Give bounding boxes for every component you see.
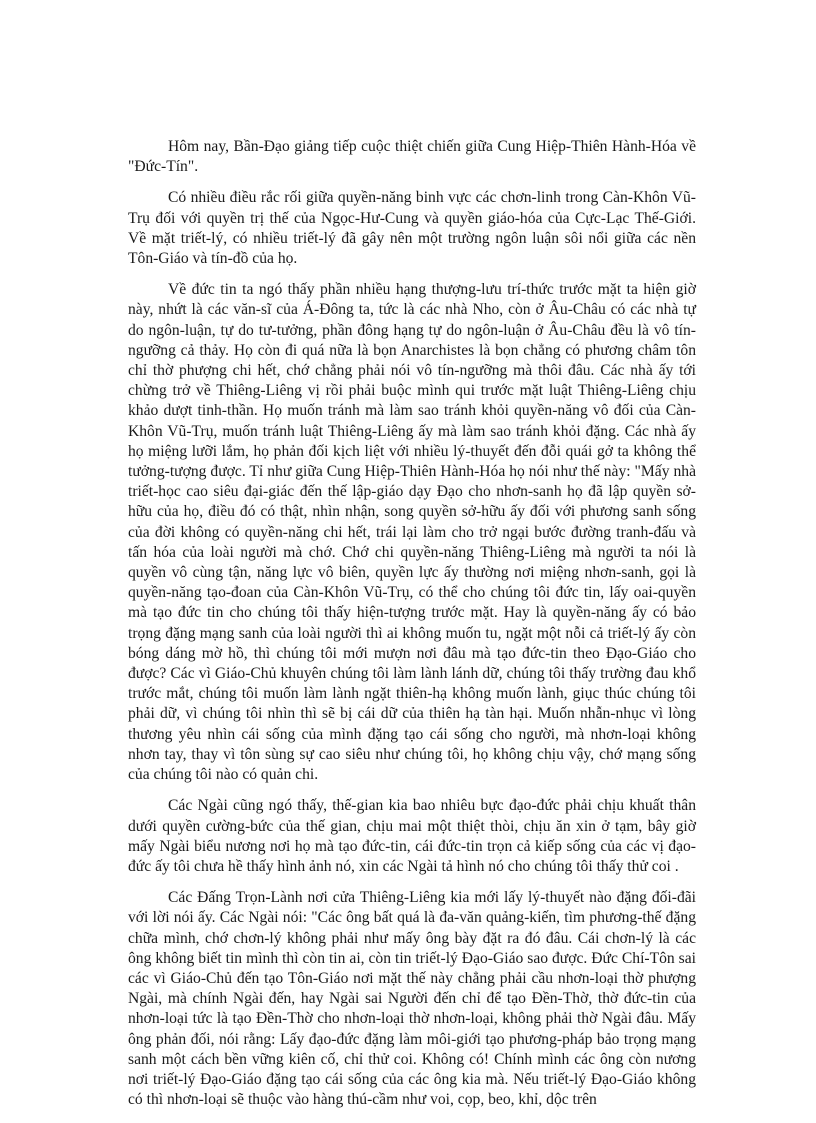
- paragraph-2: Có nhiều điều rắc rối giữa quyền-năng binh vực các chơn-linh trong Càn-Khôn Vũ-Trụ đối với quyền trị thế của Ngọc-Hư-Cung và quyền giáo-hóa của Cực-Lạc Thế-Giới. Về mặt triết-lý, có nhiều triết-lý đã gây nên một trường ngôn luận sôi nổi giữa các nền Tôn-Giáo và tín-đồ của họ.: [128, 189, 696, 268]
- paragraph-3: Về đức tin ta ngó thấy phần nhiều hạng thượng-lưu trí-thức trước mặt ta hiện giờ này, nhứt là các văn-sĩ của Á-Đông ta, tức là các nhà Nho, còn ở Âu-Châu có các nhà tự do ngôn-luận, tự do tư-tưởng, phần đông hạng tự do ngôn-luận ở Âu-Châu đều là vô tín-ngưỡng cả thảy. Họ còn đi quá nữa là bọn Anarchistes là bọn chẳng có phương châm tôn chỉ thờ phượng chi hết, chớ chẳng phải nói vô tín-ngưỡng mà thôi đâu. Các nhà ấy tới chừng trở về Thiêng-Liêng vị rồi phải buộc mình qui trước mặt luật Thiêng-Liêng chịu khảo dượt tinh-thần. Họ muốn tránh mà làm sao tránh khỏi quyền-năng vô đối của Càn-Khôn Vũ-Trụ, muốn tránh luật Thiêng-Liêng ấy mà làm sao tránh khỏi đặng. Các nhà ấy họ miệng lưỡi lắm, họ phản đối kịch liệt với nhiều lý-thuyết đến đỗi quái gở ta không thể tưởng-tượng được. Tỉ như giữa Cung Hiệp-Thiên Hành-Hóa họ nói như thế này: "Mấy nhà triết-học cao siêu đại-giác đến thế lập-giáo dạy Đạo cho nhơn-sanh họ đã lập quyền sở-hữu của họ, điều đó có thật, nhìn nhận, song quyền sở-hữu ấy đối với phương sanh sống của đời không có quyền-năng chi hết, trái lại làm cho trở ngại bước đường tranh-đấu và tấn hóa của loài người mà chớ. Chớ chi quyền-năng Thiêng-Liêng mà người ta nói là quyền vô cùng tận, năng lực vô biên, quyền lực ấy thường nơi miệng nhơn-sanh, gọi là quyền-năng tạo-đoan của Càn-Khôn Vũ-Trụ, có thể cho chúng tôi đức tin, lấy oai-quyền mà tạo đức tin cho chúng tôi thấy hiện-tượng trước mặt. Hay là quyền-năng ấy có bảo trọng đặng mạng sanh của loài người thì ai không muốn tu, ngặt một nỗi cả triết-lý ấy còn bóng dáng mờ hồ, thì chúng tôi mới mượn nơi đâu mà tạo đức-tin theo Đạo-Giáo cho được? Các vì Giáo-Chủ khuyên chúng tôi làm lành lánh dữ, chúng tôi thấy trường đau khổ trước mắt, chúng tôi muốn làm lành ngặt thiên-hạ không muốn lành, giục thúc chúng tôi phải dữ, vì chúng tôi nhìn thì sẽ bị cái dữ của thiên hạ tàn hại. Muốn nhẫn-nhục vì lòng thương yêu nhìn cái sống của mình đặng tạo cái sống cho người, mà nhơn-loại không nhơn tay, thay vì tôn sùng sự cao siêu như chúng tôi, họ không chịu vậy, chớ mạng sống của chúng tôi nào có quản chi.: [128, 281, 696, 784]
- paragraph-5: Các Đấng Trọn-Lành nơi cửa Thiêng-Liêng kia mới lấy lý-thuyết nào đặng đối-đãi với lời nói ấy. Các Ngài nói: "Các ông bất quá là đa-văn quảng-kiến, tìm phương-thế đặng chữa mình, chớ chơn-lý không phải như mấy ông bày đặt ra đó đâu. Cái chơn-lý là các ông không biết tin mình thì còn tin ai, còn tin triết-lý Đạo-Giáo sao được. Đức Chí-Tôn sai các vì Giáo-Chủ đến tạo Tôn-Giáo nơi mặt thế này chẳng phải cầu nhơn-loại thờ phượng Ngài, mà chính Ngài đến, hay Ngài sai Người đến chỉ để tạo Đền-Thờ, thờ đức-tin của nhơn-loại tức là tạo Đền-Thờ cho nhơn-loại thờ nhơn-loại, không phải thờ Ngài đâu. Mấy ông phản đối, nói rằng: Lấy đạo-đức đặng làm môi-giới tạo phương-pháp bảo trọng mạng sanh một cách bền vững kiên cố, chỉ thử coi. Không có! Chính mình các ông còn nương nơi triết-lý Đạo-Giáo đặng tạo cái sống của các ông kia mà. Nếu triết-lý Đạo-Giáo không có thì nhơn-loại sẽ thuộc vào hàng thú-cầm như voi, cọp, beo, khỉ, dộc trên: [128, 889, 696, 1109]
- document-body: [128, 137, 696, 1121]
- paragraph-1: Hôm nay, Bần-Đạo giảng tiếp cuộc thiệt chiến giữa Cung Hiệp-Thiên Hành-Hóa về "Đức-Tín".: [128, 138, 696, 176]
- paragraph-4: Các Ngài cũng ngó thấy, thế-gian kia bao nhiêu bực đạo-đức phải chịu khuất thân dưới quyền cường-bức của thế gian, chịu mai một thiệt thòi, chịu ăn xin ở tạm, bây giờ mấy Ngài biểu nương nơi họ mà tạo đức-tin, cái đức-tin trọn cả kiếp sống của các vị đạo-đức ấy tôi chưa hề thấy hình ảnh nó, xin các Ngài tả hình nó cho chúng tôi thấy thử coi .: [128, 797, 696, 875]
